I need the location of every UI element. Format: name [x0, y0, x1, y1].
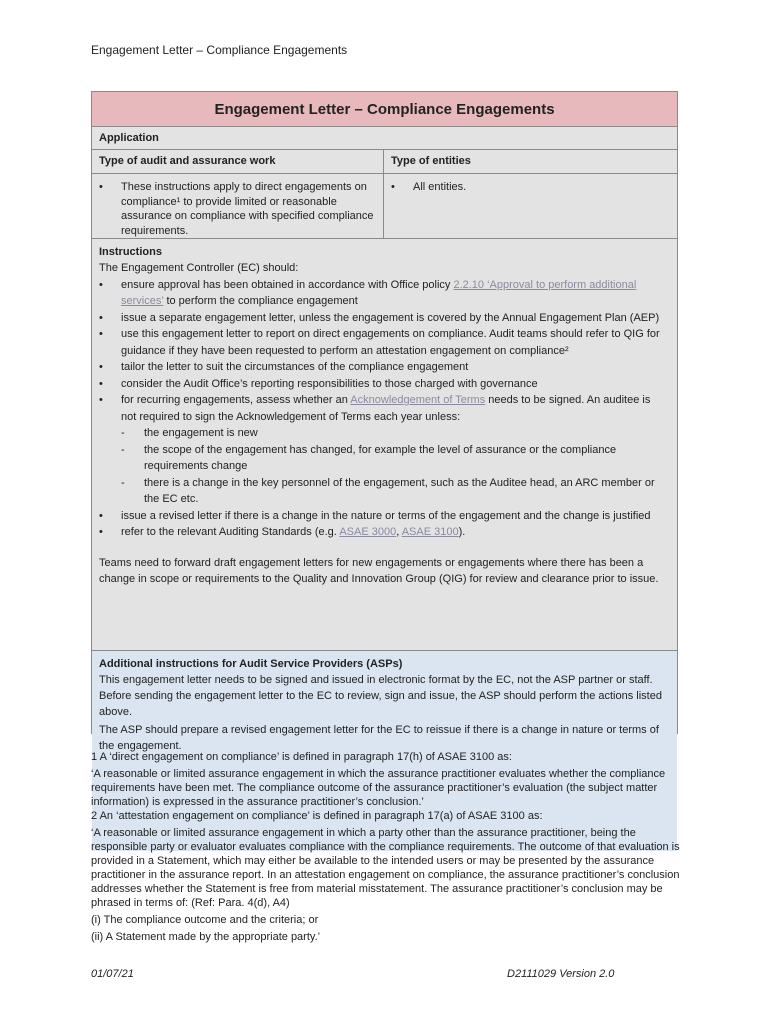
footer-doc-id: D2111029 Version 2.0 — [507, 968, 615, 980]
list-item: • issue a separate engagement letter, unless the engagement is covered by the Annual Engagement Plan (AEP) — [99, 310, 669, 327]
bullet-icon: • — [99, 509, 103, 522]
instructions-box — [91, 91, 678, 752]
footnote-1: 1 A ‘direct engagement on compliance’ is defined in paragraph 17(h) of ASAE 3100 as: — [91, 751, 512, 763]
list-item: • issue a revised letter if there is a change in the nature or terms of the engagement and the change is justified — [99, 508, 669, 525]
work-type-text: These instructions apply to direct engagements on compliance¹ to provide limited or reasonable assurance on compliance with specified compliance requirements. — [121, 181, 374, 237]
asae-3100-link[interactable]: ASAE 3100 — [401, 526, 459, 538]
instructions-intro: The Engagement Controller (EC) should: — [99, 262, 299, 274]
bullet-icon: • — [99, 526, 103, 538]
list-item — [99, 180, 383, 238]
list-item: • refer to the relevant Auditing Standards (e.g. ASAE 3000, ASAE 3100). — [99, 524, 669, 541]
footnote-1-quote: ‘A reasonable or limited assurance engagement in which the assurance practitioner evaluates whether the compliance requirements have been met. The compliance outcome of the assurance practitioner’s evaluation (the subject matter information) is expressed in the assurance practitioner’s conclusion.’ — [91, 768, 666, 808]
dash-icon: - — [121, 443, 125, 456]
instructions-label: Instructions — [99, 246, 162, 258]
asp-paragraph-2: The ASP should prepare a revised engagement letter for the EC to reissue if there is a change in nature or terms of the engagement. — [99, 724, 659, 752]
teams-paragraph: Teams need to forward draft engagement letters for new engagements or engagements where there has been a change in scope or requirements to the Quality and Innovation Group (QIG) for review and clearance prior to issue. — [99, 556, 659, 585]
acknowledgement-terms-link[interactable]: Acknowledgement of Terms — [350, 394, 486, 406]
sub-list-item: - there is a change in the key personnel of the engagement, such as the Auditee head, an ARC member or the EC etc. — [99, 475, 669, 508]
footnote-2-item-i: (i) The compliance outcome and the criteria; or — [91, 914, 319, 926]
footnote-2-quote: ‘A reasonable or limited assurance engagement in which a party other than the assurance practitioner, being the responsible party or evaluator evaluates compliance with the compliance requirements. The outcome of that evaluation is provided in a Statement, which may either be available to the intended users or may be presented by the assurance practitioner in the assurance report. In an attestation engagement on compliance, the assurance practitioner’s conclusion addresses whether the Statement is free from material misstatement. The assurance practitioner’s conclusion may be phrased in terms of: (Ref: Para. 4(d), A4) — [91, 827, 680, 909]
running-header: Engagement Letter – Compliance Engagements — [91, 43, 348, 57]
footnote-2: 2 An ‘attestation engagement on compliance’ is defined in paragraph 17(a) of ASAE 3100 as: — [91, 810, 543, 822]
col-header-entity-type: Type of entities — [391, 155, 471, 167]
bullet-icon: • — [99, 394, 103, 406]
list-item: • ensure approval has been obtained in accordance with Office policy 2.2.10 ‘Approval to perform additional services’ to perform the compliance engagement — [99, 277, 669, 310]
bullet-icon: • — [99, 278, 103, 291]
list-item: • use this engagement letter to report on direct engagements on compliance. Audit teams should refer to QIG for guidance if they have been requested to perform an attestation engagement on compliance² — [99, 326, 669, 359]
footnote-2-item-ii: (ii) A Statement made by the appropriate party.’ — [91, 931, 321, 943]
sub-list-item: - the engagement is new — [99, 425, 669, 442]
entity-type-text: All entities. — [413, 181, 467, 193]
bullet-icon: • — [99, 311, 103, 324]
policy-link[interactable]: 2.2.10 ‘Approval to perform additional services’ — [121, 278, 637, 307]
footer-date: 01/07/21 — [91, 968, 134, 980]
list-item: • for recurring engagements, assess whether an Acknowledgement of Terms needs to be signed. An auditee is not required to sign the Acknowledgement of Terms each year unless: — [99, 392, 669, 425]
asae-3000-link[interactable]: ASAE 3000 — [339, 526, 397, 538]
list-item: • consider the Audit Office’s reporting responsibilities to those charged with governance — [99, 376, 669, 393]
bullet-icon: • — [99, 181, 103, 193]
application-table-row — [92, 174, 677, 239]
asp-paragraph-1: This engagement letter needs to be signed and issued in electronic format by the EC, not the ASP partner or staff. Before sending the engagement letter to the EC to review, sign and issue, the ASP should perform the actions listed above. — [99, 674, 662, 718]
application-label: Application — [92, 127, 677, 150]
bullet-icon: • — [99, 377, 103, 390]
bullet-icon: • — [99, 361, 103, 373]
sub-list-item: - the scope of the engagement has changed, for example the level of assurance or the compliance requirements change — [99, 442, 669, 475]
instructions-section — [92, 239, 677, 651]
dash-icon: - — [121, 427, 125, 439]
box-title: Engagement Letter – Compliance Engagements — [92, 92, 677, 127]
col-header-work-type: Type of audit and assurance work — [92, 150, 384, 173]
footnotes — [91, 750, 681, 944]
dash-icon: - — [121, 476, 125, 489]
list-item: • tailor the letter to suit the circumstances of the compliance engagement — [99, 359, 669, 376]
application-table-header — [92, 150, 677, 174]
asp-label: Additional instructions for Audit Service Providers (ASPs) — [99, 658, 403, 670]
bullet-icon: • — [391, 181, 395, 193]
bullet-icon: • — [99, 328, 103, 340]
list-item — [391, 180, 677, 195]
